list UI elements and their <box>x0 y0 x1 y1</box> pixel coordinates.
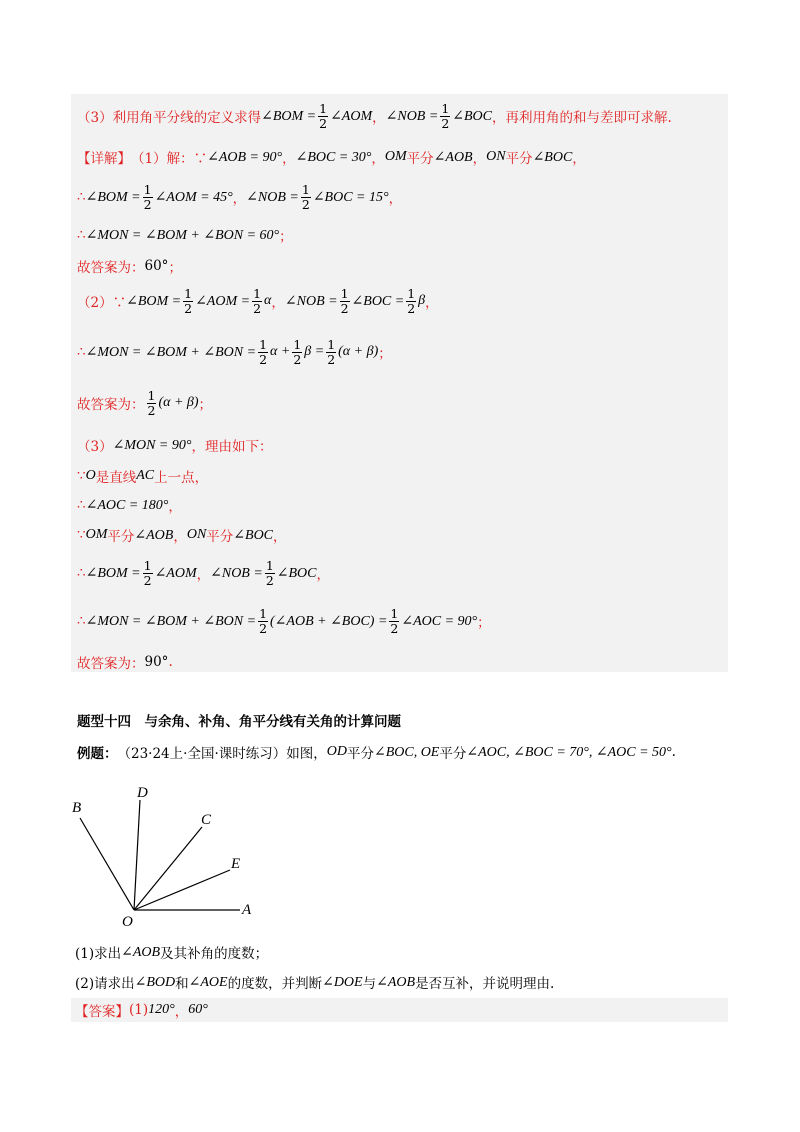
answer-line: 故答案为： $\frac{1}{2}$ (α + β) ； <box>77 388 213 418</box>
fraction: $\frac{1}{2}$ <box>293 337 302 367</box>
step-line: ∴ ∠MON = ∠BOM + ∠BON = 60° ； <box>77 227 293 245</box>
hint-text: （3）利用角平分线的定义求得 <box>77 110 262 126</box>
label-o: O <box>122 914 133 930</box>
ray-oe <box>134 870 230 910</box>
answer-summary: 【答案】 (1) 120° ， 60° <box>75 1002 208 1020</box>
answer-line: 故答案为： 60° ； <box>77 258 182 276</box>
step-line: ∴ ∠BOM = $\frac{1}{2}$ ∠AOM = 45° ， ∠NOB = $\frac{1}{2}$ ∠BOC = 15° ， <box>77 182 403 212</box>
fraction: $\frac{1}{2}$ <box>259 337 268 367</box>
step-line: ∵ OM 平分 ∠AOB ， ON 平分 ∠BOC ， <box>77 527 287 545</box>
fraction: $\frac{1}{2}$ <box>184 286 193 316</box>
label-e: E <box>231 856 241 872</box>
label-c: C <box>201 812 212 828</box>
fraction: $\frac{1}{2}$ <box>340 286 349 316</box>
detail-label: 【详解】 <box>77 151 131 167</box>
fraction: $\frac{1}{2}$ <box>147 388 156 418</box>
section-title: 题型十四 与余角、补角、角平分线有关角的计算问题 <box>77 714 401 730</box>
fraction: $\frac{1}{2}$ <box>143 558 152 588</box>
math-expression: ∠BOM = <box>261 108 317 124</box>
question-2: (2)请求出 ∠BOD 和 ∠AOE 的度数，并判断 ∠DOE 与 ∠AOB 是否互补，并说明理由. <box>75 974 555 992</box>
fraction: $\frac{1}{2}$ <box>319 101 328 131</box>
hint-line: （3）利用角平分线的定义求得 ∠BOM = $\frac{1}{2}$ ∠AOM ， ∠NOB = $\frac{1}{2}$ ∠BOC ，再利用角的和与差即可求解. <box>77 101 672 131</box>
label-a: A <box>242 902 252 918</box>
fraction: $\frac{1}{2}$ <box>301 182 310 212</box>
step-line: ∴ ∠BOM = $\frac{1}{2}$ ∠AOM ， ∠NOB = $\frac{1}{2}$ ∠BOC ， <box>77 558 330 588</box>
question-1: (1)求出 ∠AOB 及其补角的度数； <box>75 944 269 962</box>
fraction: $\frac{1}{2}$ <box>259 606 268 636</box>
step-line: （3） ∠MON = 90° ，理由如下： <box>77 437 273 455</box>
fraction: $\frac{1}{2}$ <box>253 286 262 316</box>
fraction: $\frac{1}{2}$ <box>441 101 450 131</box>
answer-label: 【答案】 <box>75 1004 129 1020</box>
step-line: ∵ O 是直线 AC 上一点， <box>77 468 209 486</box>
step-line: ∴ ∠MON = ∠BOM + ∠BON = $\frac{1}{2}$ (∠AOB + ∠BOC) = $\frac{1}{2}$ ∠AOC = 90° ； <box>77 606 491 636</box>
example-line: 例题： （23·24上·全国·课时练习）如图， OD 平分 ∠BOC, OE 平分 ∠AOC, ∠BOC = 70°, ∠AOC = 50° . <box>77 744 676 762</box>
fraction: $\frac{1}{2}$ <box>407 286 416 316</box>
math-expression: ∠AOM <box>330 108 373 124</box>
detail-line: 【详解】 （1）解：∵ ∠AOB = 90° ， ∠BOC = 30° ， OM 平分 ∠AOB ， ON 平分 ∠BOC ， <box>77 149 586 167</box>
label-d: D <box>137 785 148 801</box>
math-expression: ∠NOB = <box>385 108 439 124</box>
example-label: 例题： <box>77 746 118 762</box>
step-line: ∴ ∠AOC = 180° ， <box>77 497 182 515</box>
math-expression: ∠BOC <box>452 108 492 124</box>
fraction: $\frac{1}{2}$ <box>390 606 399 636</box>
fraction: $\frac{1}{2}$ <box>327 337 336 367</box>
fraction: $\frac{1}{2}$ <box>143 182 152 212</box>
fraction: $\frac{1}{2}$ <box>265 558 274 588</box>
angle-figure <box>60 780 280 930</box>
answer-line: 故答案为： 90° . <box>77 654 173 672</box>
ray-oc <box>134 827 202 910</box>
step-line: （2）∵ ∠BOM = $\frac{1}{2}$ ∠AOM = $\frac{1}{2}$ α ， ∠NOB = $\frac{1}{2}$ ∠BOC = $\frac{1}{2}$ β ， <box>77 286 439 316</box>
ray-od <box>134 800 140 910</box>
label-b: B <box>72 800 82 816</box>
step-line: ∴ ∠MON = ∠BOM + ∠BON = $\frac{1}{2}$ α + $\frac{1}{2}$ β = $\frac{1}{2}$ (α + β) ； <box>77 337 392 367</box>
ray-ob <box>80 818 134 910</box>
